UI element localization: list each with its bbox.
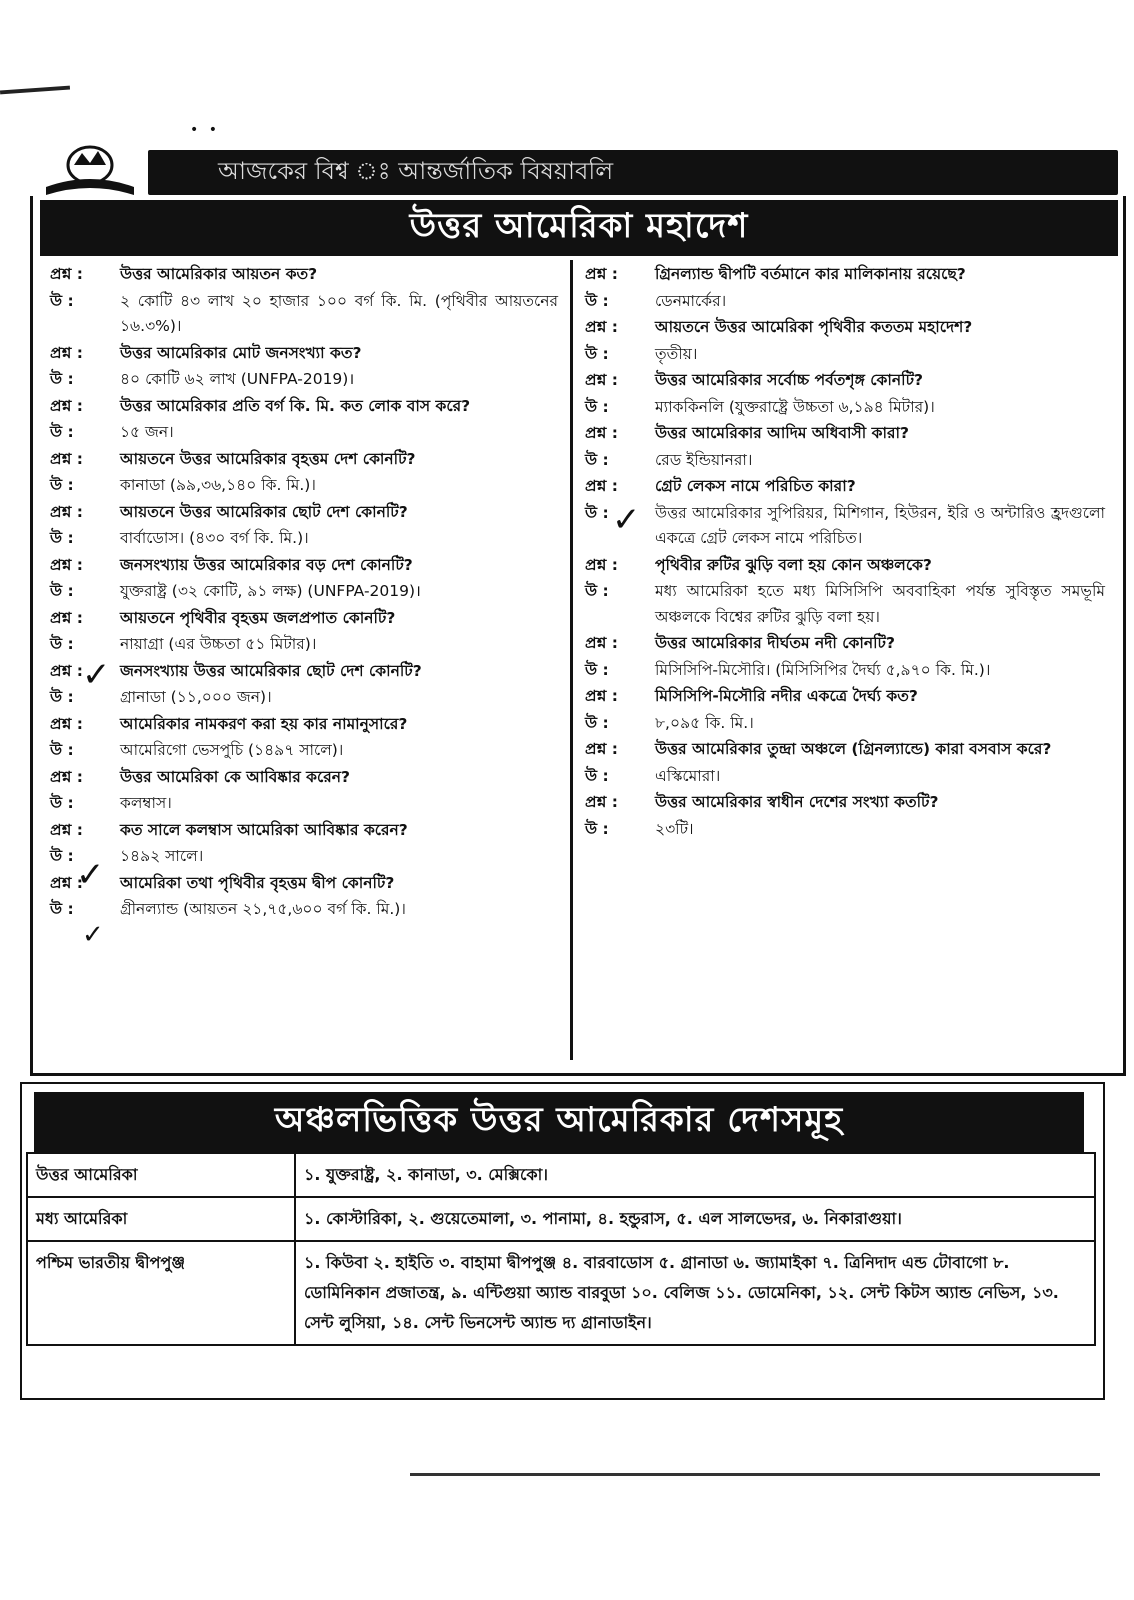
region-countries: ১. কিউবা ২. হাইতি ৩. বাহামা দ্বীপপুঞ্জ ৪. বারবাডোস ৫. গ্রানাডা ৬. জ্যামাইকা ৭. ত্রিনিদাদ এন্ড টোবাগো ৮. ডোমিনিকান প্রজাতন্ত্র, ৯. এন্টিগুয়া অ্যান্ড বারবুডা ১০. বেলিজ ১১. ডোমেনিকা, ১২. সেন্ট কিটস অ্যান্ড নেভিস, ১৩. সেন্ট লুসিয়া, ১৪. সেন্ট ভিনসেন্ট অ্যান্ড দ্য গ্রানাডাইন। <box>295 1241 1095 1345</box>
answer-tag: উ : <box>50 635 74 653</box>
answer-tag: উ : <box>50 370 74 388</box>
region-row <box>27 1153 1095 1197</box>
answer-text: ডেনমার্কের। <box>655 291 727 310</box>
answer-item <box>585 764 1105 790</box>
answer-item <box>585 448 1105 474</box>
question-tag: প্রশ্ন : <box>50 555 83 574</box>
question-tag: প্রশ্ন : <box>50 343 83 362</box>
running-title: আজকের বিশ্ব ঃ আন্তর্জাতিক বিষয়াবলি <box>218 156 614 185</box>
question-item <box>585 553 1105 579</box>
question-text: আয়তনে উত্তর আমেরিকার বৃহত্তম দেশ কোনটি? <box>120 449 416 468</box>
answer-text: ম্যাককিনলি (যুক্তরাষ্ট্রে উচ্চতা ৬,১৯৪ মিটার)। <box>655 397 935 416</box>
question-text: গ্রিনল্যান্ড দ্বীপটি বর্তমানে কার মালিকানায় রয়েছে? <box>655 265 966 283</box>
answer-text: গ্রীনল্যান্ড (আয়তন ২১,৭৫,৬০০ বর্গ কি. মি.)। <box>120 900 406 918</box>
question-item <box>585 790 1105 816</box>
question-text: উত্তর আমেরিকার প্রতি বর্গ কি. মি. কত লোক বাস করে? <box>120 396 471 415</box>
question-tag: প্রশ্ন : <box>585 687 618 705</box>
question-item <box>50 341 558 367</box>
question-tag: প্রশ্ন : <box>50 661 83 680</box>
answer-text: কলম্বাস। <box>120 794 172 812</box>
answer-item <box>50 473 558 499</box>
answer-tag: উ : <box>585 713 609 732</box>
answer-item <box>585 711 1105 737</box>
question-tag: প্রশ্ন : <box>585 265 618 283</box>
checkmark-icon: ✓ <box>76 855 105 895</box>
answer-text: ১৫ জন। <box>120 423 174 441</box>
question-item <box>50 606 558 632</box>
question-item <box>585 368 1105 394</box>
question-item <box>50 447 558 473</box>
question-item <box>50 659 558 685</box>
question-tag: প্রশ্ন : <box>50 502 83 521</box>
question-item <box>50 394 558 420</box>
answer-tag: উ : <box>585 503 609 522</box>
publisher-logo-icon <box>36 142 144 200</box>
question-item <box>585 737 1105 763</box>
question-text: মিসিসিপি-মিসৌরি নদীর একত্রে দৈর্ঘ্য কত? <box>655 687 918 705</box>
answer-tag: উ : <box>50 529 74 547</box>
question-item <box>50 500 558 526</box>
answer-text: তৃতীয়। <box>655 344 698 363</box>
question-text: উত্তর আমেরিকার স্বাধীন দেশের সংখ্যা কতটি? <box>655 793 939 811</box>
question-text: উত্তর আমেরিকার সর্বোচ্চ পর্বতশৃঙ্গ কোনটি? <box>655 371 924 389</box>
question-text: পৃথিবীর রুটির ঝুড়ি বলা হয় কোন অঞ্চলকে? <box>655 555 932 574</box>
question-tag: প্রশ্ন : <box>585 424 618 442</box>
question-tag: প্রশ্ন : <box>585 477 618 495</box>
checkmark-icon: ✓ <box>82 920 104 950</box>
answer-item <box>585 342 1105 368</box>
answer-tag: উ : <box>50 741 74 759</box>
question-text: আয়তনে পৃথিবীর বৃহত্তম জলপ্রপাত কোনটি? <box>120 608 396 627</box>
answer-item <box>50 632 558 658</box>
region-name: পশ্চিম ভারতীয় দ্বীপপুঞ্জ <box>27 1241 295 1345</box>
region-countries: ১. কোস্টারিকা, ২. গুয়েতেমালা, ৩. পানামা, ৪. হন্ডুরাস, ৫. এল সালভেদর, ৬. নিকারাগুয়া। <box>295 1197 1095 1241</box>
answer-item <box>50 791 558 817</box>
question-tag: প্রশ্ন : <box>50 449 83 468</box>
left-qa-column <box>50 262 558 924</box>
question-text: উত্তর আমেরিকার মোট জনসংখ্যা কত? <box>120 343 362 362</box>
question-tag: প্রশ্ন : <box>50 608 83 627</box>
answer-item <box>585 395 1105 421</box>
checkmark-icon: ✓ <box>612 500 641 540</box>
answer-text: উত্তর আমেরিকার সুপিরিয়র, মিশিগান, হিউরন, ইরি ও অন্টারিও হ্রদগুলো একত্রে গ্রেট লেকস নামে পরিচিত। <box>655 503 1105 547</box>
regions-title: অঞ্চলভিত্তিক উত্তর আমেরিকার দেশসমূহ <box>34 1092 1084 1152</box>
answer-tag: উ : <box>50 688 74 706</box>
question-text: আয়তনে উত্তর আমেরিকা পৃথিবীর কততম মহাদেশ? <box>655 318 973 336</box>
answer-item <box>585 579 1105 630</box>
question-tag: প্রশ্ন : <box>585 555 618 574</box>
answer-item <box>50 420 558 446</box>
question-tag: প্রশ্ন : <box>585 371 618 389</box>
question-item <box>585 631 1105 657</box>
answer-text: ৮,০৯৫ কি. মি.। <box>655 713 754 732</box>
question-tag: প্রশ্ন : <box>585 740 618 758</box>
question-item <box>585 421 1105 447</box>
question-item <box>50 765 558 791</box>
question-tag: প্রশ্ন : <box>585 793 618 811</box>
question-tag: প্রশ্ন : <box>50 873 83 892</box>
answer-item <box>585 289 1105 315</box>
answer-text: যুক্তরাষ্ট্র (৩২ কোটি, ৯১ লক্ষ) (UNFPA-2019)। <box>120 582 421 600</box>
answer-tag: উ : <box>50 291 74 310</box>
answer-item <box>50 367 558 393</box>
question-item <box>50 871 558 897</box>
answer-tag: উ : <box>585 819 609 838</box>
answer-tag: উ : <box>50 582 74 600</box>
question-item <box>585 684 1105 710</box>
question-item <box>50 262 558 288</box>
question-text: আমেরিকা তথা পৃথিবীর বৃহত্তম দ্বীপ কোনটি? <box>120 873 395 892</box>
answer-text: কানাডা (৯৯,৩৬,১৪০ কি. মি.)। <box>120 476 316 494</box>
answer-tag: উ : <box>585 660 609 679</box>
answer-tag: উ : <box>585 766 609 785</box>
question-text: জনসংখ্যায় উত্তর আমেরিকার বড় দেশ কোনটি? <box>120 555 413 574</box>
question-item <box>585 262 1105 288</box>
answer-item <box>50 579 558 605</box>
region-countries: ১. যুক্তরাষ্ট্র, ২. কানাডা, ৩. মেক্সিকো। <box>295 1153 1095 1197</box>
answer-text: গ্রানাডা (১১,০০০ জন)। <box>120 688 272 706</box>
regions-table <box>26 1152 1096 1346</box>
answer-text: নায়াগ্রা (এর উচ্চতা ৫১ মিটার)। <box>120 635 317 653</box>
answer-text: ২৩টি। <box>655 819 694 838</box>
scan-streak-top <box>0 86 70 95</box>
answer-item <box>50 526 558 552</box>
answer-tag: উ : <box>585 450 609 469</box>
question-text: উত্তর আমেরিকার তুন্দ্রা অঞ্চলে (গ্রিনল্যান্ডে) কারা বসবাস করে? <box>655 740 1052 758</box>
scan-streak-bottom <box>410 1473 1100 1476</box>
question-item <box>50 818 558 844</box>
question-tag: প্রশ্ন : <box>50 714 83 733</box>
question-item <box>50 712 558 738</box>
answer-item <box>585 501 1105 552</box>
answer-item <box>50 289 558 340</box>
scan-dots: • • <box>190 122 220 138</box>
answer-text: এস্কিমোরা। <box>655 766 721 785</box>
checkmark-icon: ✓ <box>82 655 111 695</box>
answer-text: ৪০ কোটি ৬২ লাখ (UNFPA-2019)। <box>120 370 355 388</box>
answer-tag: উ : <box>585 582 609 600</box>
answer-text: বার্বাডোস। (৪৩০ বর্গ কি. মি.)। <box>120 529 309 547</box>
answer-item <box>585 658 1105 684</box>
region-row <box>27 1197 1095 1241</box>
question-text: জনসংখ্যায় উত্তর আমেরিকার ছোট দেশ কোনটি? <box>120 661 422 680</box>
region-name: মধ্য আমেরিকা <box>27 1197 295 1241</box>
answer-tag: উ : <box>585 397 609 416</box>
question-text: আয়তনে উত্তর আমেরিকার ছোট দেশ কোনটি? <box>120 502 408 521</box>
question-item <box>50 553 558 579</box>
question-tag: প্রশ্ন : <box>50 767 83 786</box>
answer-tag: উ : <box>50 900 74 918</box>
question-text: কত সালে কলম্বাস আমেরিকা আবিষ্কার করেন? <box>120 820 408 839</box>
column-divider <box>570 260 573 1060</box>
answer-tag: উ : <box>50 794 74 812</box>
question-text: উত্তর আমেরিকা কে আবিষ্কার করেন? <box>120 767 350 786</box>
question-item <box>585 315 1105 341</box>
region-row <box>27 1241 1095 1345</box>
answer-text: ২ কোটি ৪৩ লাখ ২০ হাজার ১০০ বর্গ কি. মি. (পৃথিবীর আয়তনের ১৬.৩%)। <box>120 291 558 335</box>
answer-text: আমেরিগো ভেসপুচি (১৪৯৭ সালে)। <box>120 741 344 759</box>
page-title: উত্তর আমেরিকা মহাদেশ <box>40 200 1118 256</box>
answer-item <box>50 844 558 870</box>
question-tag: প্রশ্ন : <box>50 820 83 839</box>
region-name: উত্তর আমেরিকা <box>27 1153 295 1197</box>
question-tag: প্রশ্ন : <box>585 318 618 336</box>
question-tag: প্রশ্ন : <box>50 396 83 415</box>
running-header <box>148 150 1118 195</box>
question-text: উত্তর আমেরিকার আয়তন কত? <box>120 265 318 283</box>
answer-tag: উ : <box>50 847 74 865</box>
answer-text: মিসিসিপি-মিসৌরি। (মিসিসিপির দৈর্ঘ্য ৫,৯৭০ কি. মি.)। <box>655 660 991 679</box>
question-text: উত্তর আমেরিকার দীর্ঘতম নদী কোনটি? <box>655 634 895 652</box>
answer-tag: উ : <box>50 476 74 494</box>
question-tag: প্রশ্ন : <box>585 634 618 652</box>
answer-text: রেড ইন্ডিয়ানরা। <box>655 450 753 469</box>
question-text: উত্তর আমেরিকার আদিম অধিবাসী কারা? <box>655 424 909 442</box>
answer-item <box>50 897 558 923</box>
question-text: গ্রেট লেকস নামে পরিচিত কারা? <box>655 477 856 495</box>
answer-tag: উ : <box>585 344 609 363</box>
answer-text: মধ্য আমেরিকা হতে মধ্য মিসিসিপি অববাহিকা পর্যন্ত সুবিস্তৃত সমভূমি অঞ্চলকে বিশ্বের রুটির ঝুড়ি বলা হয়। <box>655 582 1105 626</box>
answer-item <box>585 817 1105 843</box>
answer-tag: উ : <box>50 423 74 441</box>
answer-text: ১৪৯২ সালে। <box>120 847 204 865</box>
question-item <box>585 474 1105 500</box>
question-tag: প্রশ্ন : <box>50 265 83 283</box>
answer-tag: উ : <box>585 291 609 310</box>
right-qa-column <box>585 262 1105 843</box>
question-text: আমেরিকার নামকরণ করা হয় কার নামানুসারে? <box>120 714 408 733</box>
answer-item <box>50 685 558 711</box>
answer-item <box>50 738 558 764</box>
